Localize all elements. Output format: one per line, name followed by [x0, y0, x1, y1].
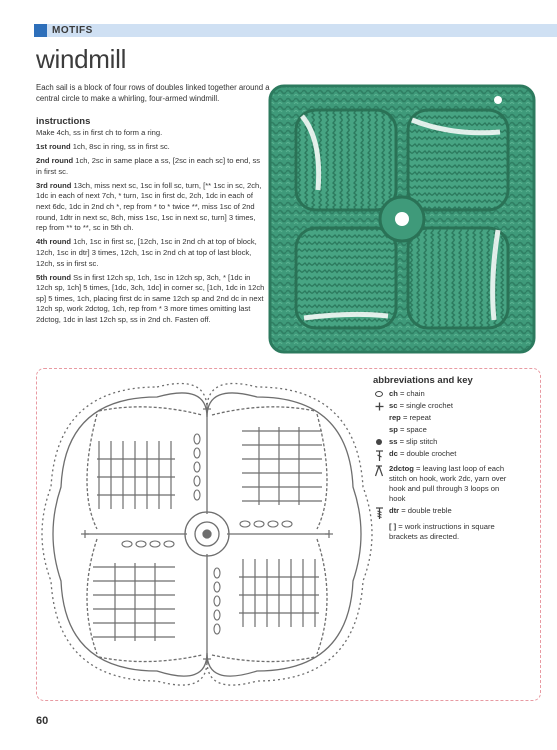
key-meaning: = repeat: [400, 413, 432, 422]
key-abbr: [ ]: [389, 522, 397, 531]
key-abbr: 2dctog: [389, 464, 414, 473]
round-text: Ss in first 12ch sp, 1ch, 1sc in 12ch sp, 3ch, * [1dc in 12ch sp, 1ch] 5 times, [1dc, 3ch, 1dc] in corner sc, [1ch, 1dc in 12ch sp] 5 times, 1ch, placing first dc in same 12ch sp and 2nd dc in next 12ch sp, work 2dctog, 1ch, rep from * 3 more times omitting last 2dctog, 1dc in last 12ch sp, ss in 2nd ch. Fasten off.: [36, 272, 265, 324]
double-crochet-icon: [373, 449, 385, 462]
key-abbr: ss: [389, 437, 398, 446]
key-heading: abbreviations and key: [373, 375, 473, 386]
key-meaning: = double treble: [399, 506, 452, 515]
block-top-right: [242, 427, 322, 505]
instruction-start: Make 4ch, ss in first ch to form a ring.: [36, 128, 163, 137]
header-square-marker: [34, 24, 47, 37]
section-label: MOTIFS: [52, 25, 93, 36]
round-label: 2nd round: [36, 156, 74, 166]
chain-oval-icon: [373, 389, 385, 398]
block-top-left: [97, 441, 175, 509]
instruction-round-1: [36, 142, 266, 153]
round-text: 1ch, 2sc in same place a ss, [2sc in each sc] to end, ss in first sc.: [36, 156, 261, 176]
key-abbr: sc: [389, 401, 398, 410]
motif-photo: [262, 80, 542, 360]
round-text: 1ch, 1sc in first sc, [12ch, 1sc in 2nd ch at top of block, 12ch, 1sc in dtr] 3 times, 12ch, 1sc in 2nd ch at top of last block, 12ch, ss in first sc.: [36, 237, 257, 268]
plus-cross-icon: [373, 401, 385, 411]
key-meaning: = space: [397, 425, 427, 434]
key-row-2dctog: [373, 464, 513, 504]
block-bottom-left: [93, 563, 175, 641]
key-meaning: = single crochet: [397, 401, 453, 410]
header-bar: [34, 24, 557, 37]
key-meaning: = double crochet: [397, 449, 457, 458]
round-text: 13ch, miss next sc, 1sc in foll sc, turn, [** 1sc in sc, 2ch, 1dc in each of next 7ch, * turn, 1sc in first dc, 2ch, 1dc in each of next 6dc, 1dc in 2nd ch *, rep from * to * twice **, miss 1sc of 2nd round, 1dtr in next sc, 8ch, miss 1sc, 1sc in next sc, turn] 3 times, rep from ** to **, sc in 5th ch.: [36, 180, 262, 233]
instructions-heading: instructions: [36, 116, 91, 127]
key-row-ss: [373, 437, 513, 447]
key-abbr: sp: [389, 425, 398, 434]
instructions-body: [36, 128, 266, 329]
round-label: 5th round: [36, 272, 72, 282]
page-number: 60: [36, 715, 49, 727]
key-row-sp: [373, 425, 513, 435]
key-row-sc: [373, 401, 513, 411]
double-treble-icon: [373, 506, 385, 520]
intro-text: Each sail is a block of four rows of doubles linked together around a central circle to make a whirling, four-armed windmill.: [36, 83, 270, 103]
key-abbr: rep: [389, 413, 401, 422]
two-dc-together-icon: [373, 464, 385, 477]
round-label: 1st round: [36, 142, 71, 152]
key-row-dtr: [373, 506, 513, 520]
dot-icon: [373, 437, 385, 446]
block-bottom-right: [239, 559, 319, 627]
instruction-round-2: [36, 156, 266, 177]
abbreviations-key: [373, 376, 513, 544]
round-label: 4th round: [36, 237, 72, 247]
instruction-round-4: [36, 237, 266, 269]
page-title: windmill: [36, 44, 127, 74]
key-abbr: ch: [389, 389, 398, 398]
key-abbr: dtr: [389, 506, 400, 515]
round-label: 3rd round: [36, 180, 72, 190]
key-row-rep: [373, 413, 513, 423]
key-meaning: = leaving last loop of each stitch on hook, work 2dc, yarn over hook and pull through 3 loops on hook: [389, 464, 507, 503]
key-row-brackets: [373, 522, 513, 542]
key-row-dc: [373, 449, 513, 462]
key-meaning: = work instructions in square brackets as directed.: [389, 522, 495, 541]
instruction-round-5: [36, 273, 266, 326]
key-meaning: = slip stitch: [397, 437, 438, 446]
key-meaning: = chain: [397, 389, 425, 398]
key-row-ch: [373, 389, 513, 399]
instruction-round-3: [36, 181, 266, 234]
round-text: 1ch, 8sc in ring, ss in first sc.: [70, 142, 170, 152]
key-abbr: dc: [389, 449, 398, 458]
